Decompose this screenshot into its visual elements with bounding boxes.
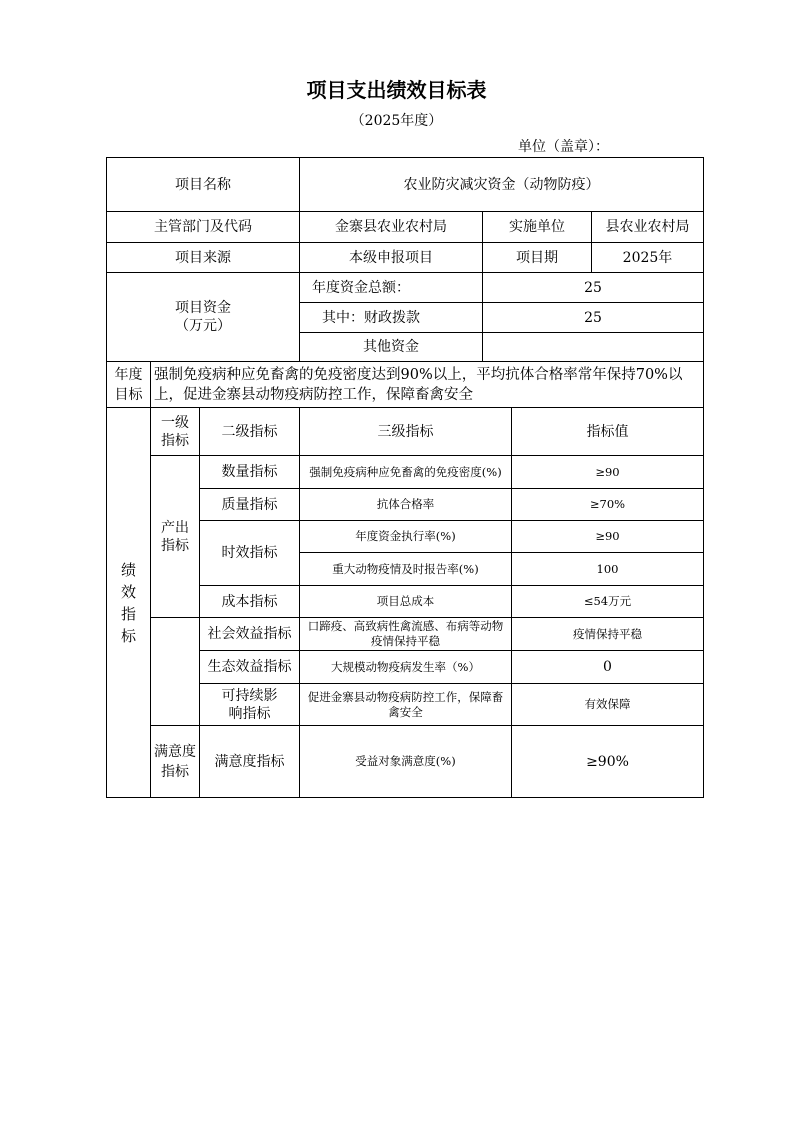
row-l2: 成本指标 — [200, 586, 300, 618]
row-l2 — [200, 684, 300, 726]
row-l3: 受益对象满意度(%) — [300, 726, 512, 798]
row-value: ≥70% — [512, 489, 704, 521]
satisfaction-indicator-text: 满意度指标 — [154, 743, 196, 780]
satisfaction-indicator-label — [151, 726, 200, 798]
fiscal-funds-label: 其中：财政拨款 — [300, 303, 483, 333]
row-l3: 年度资金执行率(%) — [300, 521, 512, 553]
benefit-indicator-label — [151, 618, 200, 726]
annual-goal-label-2: 目标 — [114, 386, 143, 403]
funds-label — [107, 273, 300, 362]
annual-goal-text: 强制免疫病种应免畜禽的免疫密度达到90%以上，平均抗体合格率常年保持70%以上，促进金寨县动物疫病防控工作，保障畜禽安全 — [151, 362, 704, 408]
row-value: 有效保障 — [512, 684, 704, 726]
row-l3: 口蹄疫、高致病性禽流感、布病等动物疫情保持平稳 — [300, 618, 512, 651]
fiscal-year-label: （2025年度） — [350, 113, 443, 129]
total-funds-value: 25 — [483, 273, 704, 303]
row-l2: 满意度指标 — [200, 726, 300, 798]
unit-seal-label: 单位（盖章）： — [518, 139, 609, 155]
row-value: ≥90 — [512, 456, 704, 489]
row-value: 100 — [512, 553, 704, 586]
project-name-label: 项目名称 — [107, 158, 300, 212]
row-value: ≥90 — [512, 521, 704, 553]
funds-label-text: 项目资金 — [175, 300, 231, 316]
funds-unit-text: （万元） — [175, 318, 231, 334]
row-l3: 强制免疫病种应免畜禽的免疫密度(%) — [300, 456, 512, 489]
annual-goal-label — [107, 362, 151, 408]
source-value: 本级申报项目 — [300, 243, 483, 273]
row-l3: 大规模动物疫病发生率（%） — [300, 651, 512, 684]
header-level1-text: 一级指标 — [161, 414, 189, 449]
row-l2-text: 可持续影响指标 — [221, 687, 278, 722]
dept-label: 主管部门及代码 — [107, 212, 300, 243]
source-label: 项目来源 — [107, 243, 300, 273]
header-value: 指标值 — [512, 408, 704, 456]
row-l2: 数量指标 — [200, 456, 300, 489]
total-funds-label: 年度资金总额： — [300, 273, 483, 303]
row-l3: 重大动物疫情及时报告率(%) — [300, 553, 512, 586]
period-label: 项目期 — [483, 243, 592, 273]
row-l2: 时效指标 — [200, 521, 300, 586]
impl-unit-label: 实施单位 — [483, 212, 592, 243]
row-l3: 项目总成本 — [300, 586, 512, 618]
period-value: 2025年 — [592, 243, 704, 273]
header-level3: 三级指标 — [300, 408, 512, 456]
other-funds-value — [483, 333, 704, 362]
row-value: ≥90% — [512, 726, 704, 798]
row-l2: 质量指标 — [200, 489, 300, 521]
impl-unit-value: 县农业农村局 — [592, 212, 704, 243]
performance-goal-table — [106, 157, 704, 798]
output-indicator-text: 产出指标 — [161, 519, 189, 554]
row-l3: 促进金寨县动物疫病防控工作，保障畜禽安全 — [300, 684, 512, 726]
header-level2: 二级指标 — [200, 408, 300, 456]
row-l2: 生态效益指标 — [200, 651, 300, 684]
fiscal-funds-value: 25 — [483, 303, 704, 333]
annual-goal-label-1: 年度 — [114, 366, 143, 383]
row-l3: 抗体合格率 — [300, 489, 512, 521]
row-l2: 社会效益指标 — [200, 618, 300, 651]
performance-side-text: 绩效指标 — [121, 560, 137, 645]
row-value: 疫情保持平稳 — [512, 618, 704, 651]
project-name-value: 农业防灾减灾资金（动物防疫） — [300, 158, 704, 212]
dept-value: 金寨县农业农村局 — [300, 212, 483, 243]
performance-side-label — [107, 408, 151, 798]
row-value: ≤54万元 — [512, 586, 704, 618]
header-level1 — [151, 408, 200, 456]
page-title: 项目支出绩效目标表 — [306, 78, 487, 102]
output-indicator-label — [151, 456, 200, 618]
other-funds-label: 其他资金 — [300, 333, 483, 362]
row-value: 0 — [512, 651, 704, 684]
